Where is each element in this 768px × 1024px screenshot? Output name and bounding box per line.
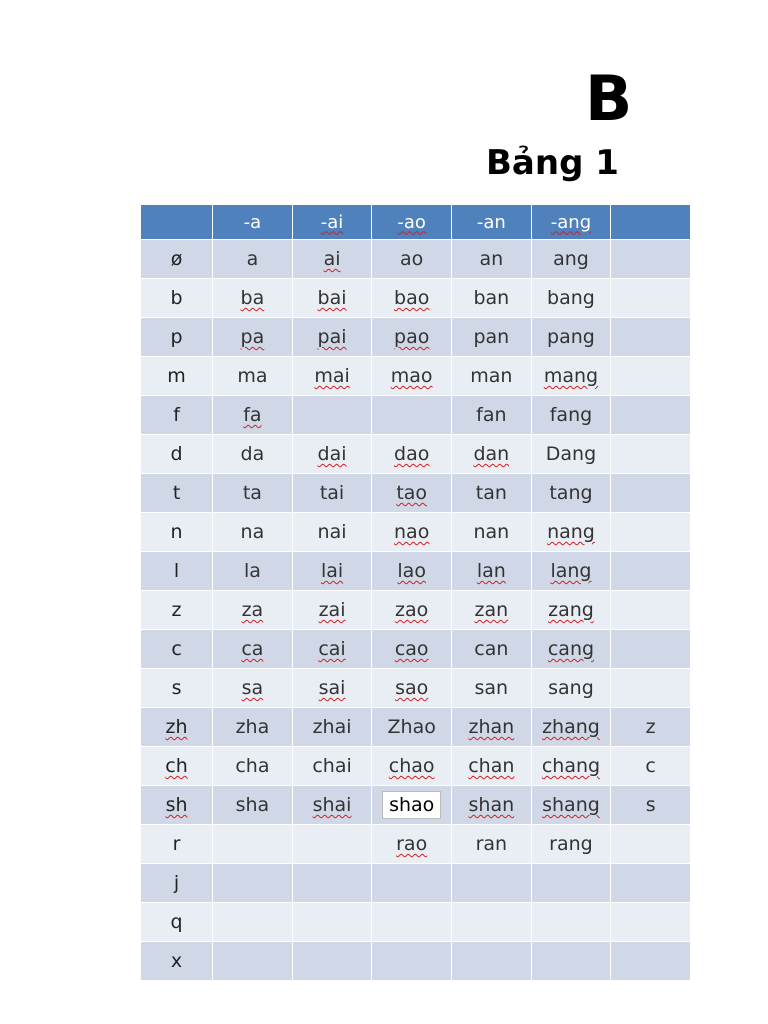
syllable-cell: ma bbox=[213, 357, 293, 396]
syllable-cell: cai bbox=[292, 630, 372, 669]
syllable-cell: sha bbox=[213, 786, 293, 825]
syllable-cell: cha bbox=[213, 747, 293, 786]
syllable-cell bbox=[372, 942, 452, 981]
syllable-cell bbox=[611, 474, 691, 513]
table-row bbox=[141, 357, 691, 396]
header-row bbox=[141, 205, 691, 240]
syllable-cell: pang bbox=[531, 318, 611, 357]
syllable-cell bbox=[452, 942, 532, 981]
syllable-cell: a bbox=[213, 240, 293, 279]
table-row bbox=[141, 786, 691, 825]
syllable-cell: bao bbox=[372, 279, 452, 318]
syllable-cell bbox=[292, 942, 372, 981]
syllable-cell: ba bbox=[213, 279, 293, 318]
syllable-cell bbox=[611, 903, 691, 942]
table-row bbox=[141, 747, 691, 786]
column-header bbox=[611, 205, 691, 240]
syllable-cell: nao bbox=[372, 513, 452, 552]
syllable-cell: zhang bbox=[531, 708, 611, 747]
table-row bbox=[141, 396, 691, 435]
syllable-cell bbox=[531, 942, 611, 981]
column-header: -a bbox=[213, 205, 293, 240]
initial-cell: x bbox=[141, 942, 213, 981]
syllable-cell bbox=[372, 396, 452, 435]
syllable-cell: sao bbox=[372, 669, 452, 708]
initial-cell: m bbox=[141, 357, 213, 396]
syllable-cell: ao bbox=[372, 240, 452, 279]
syllable-cell: ran bbox=[452, 825, 532, 864]
syllable-cell: sa bbox=[213, 669, 293, 708]
syllable-cell: lang bbox=[531, 552, 611, 591]
table-row bbox=[141, 435, 691, 474]
table-body bbox=[141, 240, 691, 981]
syllable-cell bbox=[292, 903, 372, 942]
syllable-cell: man bbox=[452, 357, 532, 396]
syllable-cell: c bbox=[611, 747, 691, 786]
syllable-cell bbox=[611, 630, 691, 669]
syllable-cell bbox=[531, 903, 611, 942]
syllable-cell bbox=[611, 357, 691, 396]
syllable-cell: la bbox=[213, 552, 293, 591]
syllable-cell: pa bbox=[213, 318, 293, 357]
column-header bbox=[141, 205, 213, 240]
table-row bbox=[141, 864, 691, 903]
syllable-cell: bai bbox=[292, 279, 372, 318]
initial-cell: l bbox=[141, 552, 213, 591]
table-row bbox=[141, 474, 691, 513]
section-letter: B bbox=[585, 62, 633, 135]
syllable-cell: ai bbox=[292, 240, 372, 279]
syllable-cell: za bbox=[213, 591, 293, 630]
syllable-cell bbox=[611, 240, 691, 279]
syllable-cell: Zhao bbox=[372, 708, 452, 747]
initial-cell: r bbox=[141, 825, 213, 864]
column-header: -ai bbox=[292, 205, 372, 240]
syllable-cell bbox=[611, 825, 691, 864]
syllable-cell: fa bbox=[213, 396, 293, 435]
syllable-cell: na bbox=[213, 513, 293, 552]
table-row bbox=[141, 708, 691, 747]
syllable-cell: shan bbox=[452, 786, 532, 825]
column-header: -ao bbox=[372, 205, 452, 240]
syllable-cell: dao bbox=[372, 435, 452, 474]
table-row bbox=[141, 630, 691, 669]
syllable-cell: san bbox=[452, 669, 532, 708]
syllable-cell: zai bbox=[292, 591, 372, 630]
table-row bbox=[141, 279, 691, 318]
table-row bbox=[141, 942, 691, 981]
syllable-cell bbox=[611, 435, 691, 474]
syllable-cell: mang bbox=[531, 357, 611, 396]
syllable-cell: tan bbox=[452, 474, 532, 513]
initial-cell: s bbox=[141, 669, 213, 708]
syllable-cell: pao bbox=[372, 318, 452, 357]
syllable-cell: dan bbox=[452, 435, 532, 474]
syllable-cell: ca bbox=[213, 630, 293, 669]
syllable-cell bbox=[611, 864, 691, 903]
syllable-cell bbox=[611, 396, 691, 435]
syllable-cell: chang bbox=[531, 747, 611, 786]
initial-cell: ch bbox=[141, 747, 213, 786]
syllable-cell: chao bbox=[372, 747, 452, 786]
initial-cell: j bbox=[141, 864, 213, 903]
syllable-cell: tao bbox=[372, 474, 452, 513]
initial-cell: t bbox=[141, 474, 213, 513]
syllable-cell bbox=[611, 552, 691, 591]
syllable-cell: bang bbox=[531, 279, 611, 318]
pinyin-table-container bbox=[141, 205, 656, 972]
initial-cell: d bbox=[141, 435, 213, 474]
initial-cell: n bbox=[141, 513, 213, 552]
syllable-cell: zang bbox=[531, 591, 611, 630]
syllable-cell: lan bbox=[452, 552, 532, 591]
syllable-cell: can bbox=[452, 630, 532, 669]
syllable-cell: zhai bbox=[292, 708, 372, 747]
syllable-cell bbox=[292, 864, 372, 903]
syllable-cell bbox=[611, 591, 691, 630]
syllable-cell: nan bbox=[452, 513, 532, 552]
initial-cell: z bbox=[141, 591, 213, 630]
initial-cell: c bbox=[141, 630, 213, 669]
syllable-cell: ban bbox=[452, 279, 532, 318]
syllable-cell bbox=[611, 513, 691, 552]
syllable-cell: sang bbox=[531, 669, 611, 708]
syllable-cell bbox=[213, 903, 293, 942]
syllable-cell bbox=[213, 825, 293, 864]
syllable-cell: chai bbox=[292, 747, 372, 786]
table-row bbox=[141, 240, 691, 279]
syllable-cell: ta bbox=[213, 474, 293, 513]
syllable-cell bbox=[452, 864, 532, 903]
initial-cell: b bbox=[141, 279, 213, 318]
syllable-cell bbox=[531, 864, 611, 903]
syllable-cell bbox=[372, 864, 452, 903]
syllable-cell bbox=[372, 903, 452, 942]
syllable-cell: dai bbox=[292, 435, 372, 474]
syllable-cell: Dang bbox=[531, 435, 611, 474]
column-header: -ang bbox=[531, 205, 611, 240]
syllable-cell bbox=[292, 825, 372, 864]
table-row bbox=[141, 318, 691, 357]
syllable-cell: lao bbox=[372, 552, 452, 591]
syllable-cell: zao bbox=[372, 591, 452, 630]
syllable-cell bbox=[611, 318, 691, 357]
syllable-cell: chan bbox=[452, 747, 532, 786]
syllable-cell: nang bbox=[531, 513, 611, 552]
syllable-cell: shang bbox=[531, 786, 611, 825]
table-row bbox=[141, 669, 691, 708]
initial-cell: p bbox=[141, 318, 213, 357]
table-row bbox=[141, 513, 691, 552]
syllable-cell: shai bbox=[292, 786, 372, 825]
syllable-cell bbox=[292, 396, 372, 435]
initial-cell: f bbox=[141, 396, 213, 435]
syllable-cell: fang bbox=[531, 396, 611, 435]
syllable-cell: zan bbox=[452, 591, 532, 630]
syllable-cell: an bbox=[452, 240, 532, 279]
initial-cell: ø bbox=[141, 240, 213, 279]
table-row bbox=[141, 591, 691, 630]
syllable-cell: tang bbox=[531, 474, 611, 513]
syllable-cell bbox=[611, 669, 691, 708]
syllable-cell: mai bbox=[292, 357, 372, 396]
syllable-cell: da bbox=[213, 435, 293, 474]
syllable-cell: zha bbox=[213, 708, 293, 747]
syllable-cell: pai bbox=[292, 318, 372, 357]
syllable-cell: nai bbox=[292, 513, 372, 552]
syllable-cell: z bbox=[611, 708, 691, 747]
initial-cell: sh bbox=[141, 786, 213, 825]
syllable-cell: pan bbox=[452, 318, 532, 357]
syllable-cell: ang bbox=[531, 240, 611, 279]
pinyin-table bbox=[141, 205, 691, 981]
syllable-cell: zhan bbox=[452, 708, 532, 747]
syllable-cell bbox=[213, 864, 293, 903]
initial-cell: zh bbox=[141, 708, 213, 747]
syllable-cell: tai bbox=[292, 474, 372, 513]
page-title: Bảng 1 bbox=[486, 143, 619, 183]
syllable-cell: cao bbox=[372, 630, 452, 669]
table-row bbox=[141, 825, 691, 864]
syllable-cell: rang bbox=[531, 825, 611, 864]
syllable-cell: lai bbox=[292, 552, 372, 591]
syllable-cell bbox=[213, 942, 293, 981]
table-row bbox=[141, 903, 691, 942]
initial-cell: q bbox=[141, 903, 213, 942]
syllable-cell: sai bbox=[292, 669, 372, 708]
syllable-cell: mao bbox=[372, 357, 452, 396]
syllable-cell bbox=[611, 279, 691, 318]
syllable-cell: s bbox=[611, 786, 691, 825]
syllable-cell: shao bbox=[372, 786, 452, 825]
syllable-cell: cang bbox=[531, 630, 611, 669]
syllable-cell bbox=[452, 903, 532, 942]
table-row bbox=[141, 552, 691, 591]
syllable-cell bbox=[611, 942, 691, 981]
syllable-cell: rao bbox=[372, 825, 452, 864]
column-header: -an bbox=[452, 205, 532, 240]
syllable-cell: fan bbox=[452, 396, 532, 435]
